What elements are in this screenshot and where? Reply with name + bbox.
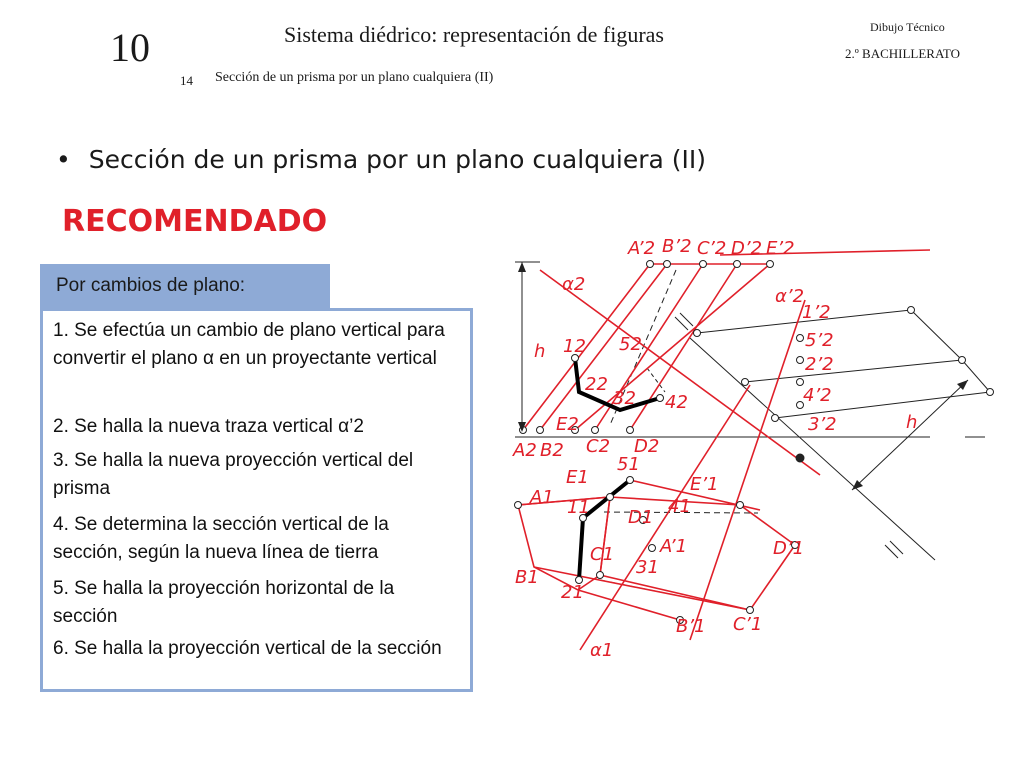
label-a2: A2 — [513, 440, 537, 461]
page-subtitle: Sección de un prisma por un plano cualquiera (II) — [215, 70, 494, 85]
label-alpha1: α1 — [590, 640, 614, 661]
bullet-icon: • — [56, 145, 71, 174]
label-4-2: 42 — [665, 392, 688, 413]
bullet-text: Sección de un prisma por un plano cualquiera (II) — [88, 145, 707, 174]
label-c1: C1 — [590, 544, 615, 565]
label-d2: D2 — [634, 436, 660, 457]
label-c2p: C’2 — [697, 238, 727, 259]
course-label: 2.º BACHILLERATO — [845, 46, 961, 61]
label-2-2p: 2’2 — [805, 354, 834, 375]
label-b2: B2 — [540, 440, 564, 461]
label-c1p: C’1 — [733, 614, 763, 635]
label-d2p: D’2 — [731, 238, 763, 259]
unit-number: 10 — [110, 25, 150, 70]
label-a2p: A’2 — [628, 238, 656, 259]
label-5-1: 51 — [617, 454, 640, 475]
label-2-1: 21 — [561, 582, 584, 603]
label-d1p: D’1 — [773, 538, 805, 559]
label-b1p: B’1 — [676, 616, 706, 637]
label-d1: D1 — [628, 507, 654, 528]
label-a1: A1 — [530, 487, 554, 508]
label-b2p: B’2 — [662, 236, 692, 257]
label-5-2: 52 — [619, 334, 642, 355]
label-4-1: 41 — [668, 496, 691, 517]
label-e1p: E’1 — [690, 474, 719, 495]
label-e2: E2 — [556, 414, 579, 435]
label-h-left: h — [534, 341, 546, 362]
label-e2p: E’2 — [766, 238, 795, 259]
method-tab: Por cambios de plano: — [40, 264, 330, 308]
recommended-label: RECOMENDADO — [62, 204, 328, 239]
label-h-right: h — [906, 412, 918, 433]
label-b1: B1 — [515, 567, 539, 588]
label-4-2p: 4’2 — [803, 385, 832, 406]
label-a1p: A’1 — [660, 536, 688, 557]
label-c2: C2 — [586, 436, 611, 457]
label-5-2p: 5’2 — [805, 330, 834, 351]
label-3-1: 31 — [636, 557, 659, 578]
prism-horizontal-view — [518, 480, 795, 620]
step-3: 3. Se halla la nueva proyección vertical del prisma — [53, 450, 414, 499]
label-alpha2p: α’2 — [775, 286, 805, 307]
label-alpha2: α2 — [562, 274, 586, 295]
step-6: 6. Se halla la proyección vertical de la sección — [53, 638, 442, 659]
prism-vertical-view — [523, 250, 930, 650]
step-2: 2. Se halla la nueva traza vertical α’2 — [53, 416, 364, 437]
page-title: Sistema diédrico: representación de figuras — [284, 22, 664, 47]
step-1: 1. Se efectúa un cambio de plano vertical para convertir el plano α en un proyectante vertical — [53, 320, 445, 369]
label-1-2: 12 — [563, 336, 586, 357]
step-4: 4. Se determina la sección vertical de la sección, según la nueva línea de tierra — [53, 514, 389, 563]
step-5: 5. Se halla la proyección horizontal de la sección — [53, 578, 395, 627]
label-e1: E1 — [566, 467, 589, 488]
subject-label: Dibujo Técnico — [870, 20, 945, 34]
label-2-2: 22 — [585, 374, 608, 395]
label-1-1: 11 — [567, 497, 590, 518]
label-3-2p: 3’2 — [808, 414, 837, 435]
lesson-number: 14 — [180, 73, 193, 88]
label-1-2p: 1’2 — [802, 302, 831, 323]
label-3-2: 32 — [613, 388, 636, 409]
